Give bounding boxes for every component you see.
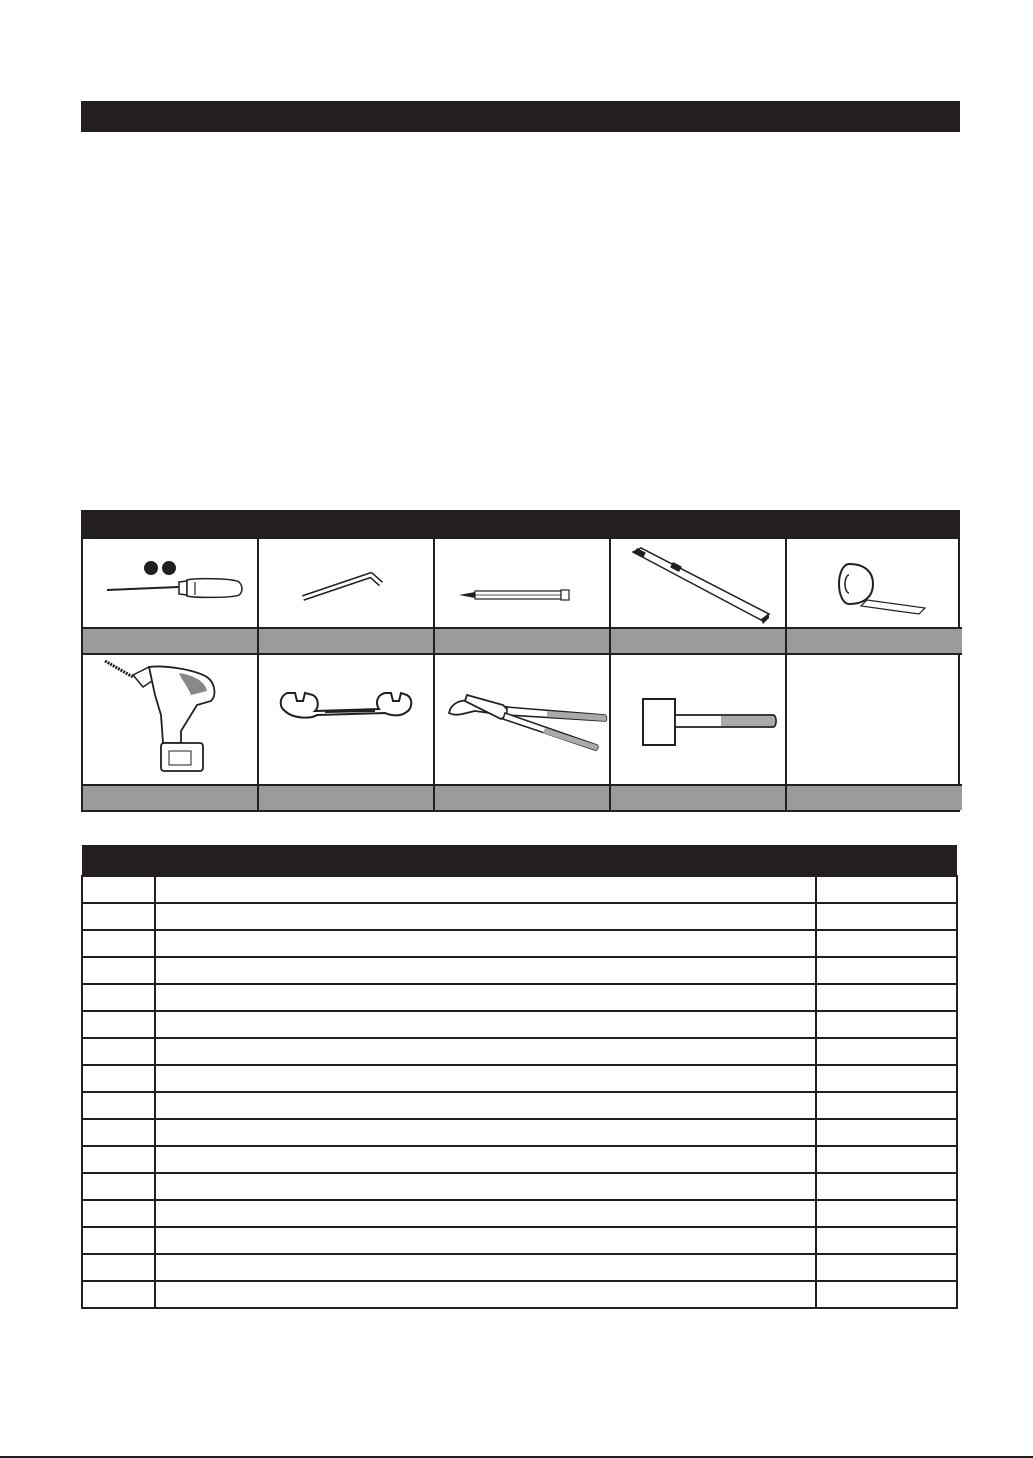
cell-no (82, 1092, 155, 1119)
hex-key-icon (259, 538, 433, 628)
cell-no (82, 1281, 155, 1308)
cell-description (155, 1092, 816, 1119)
cell-description (155, 957, 816, 984)
table-row (82, 1227, 957, 1254)
table-row (82, 1254, 957, 1281)
pliers-icon (435, 655, 609, 785)
drill-icon (83, 655, 257, 785)
tool-cell-screwdriver (83, 538, 259, 628)
cell-no (82, 1119, 155, 1146)
screwdriver-icon (83, 538, 257, 628)
tool-label (259, 784, 435, 810)
table-row (82, 1281, 957, 1308)
cell-no (82, 984, 155, 1011)
mallet-icon (611, 655, 785, 785)
cell-quantity (816, 1281, 957, 1308)
table-row (82, 876, 957, 903)
wrench-icon (259, 655, 433, 785)
cell-description (155, 1146, 816, 1173)
table-row (82, 1173, 957, 1200)
tool-cell-spirit-level (611, 538, 787, 628)
table-row (82, 930, 957, 957)
tool-cell-pencil (435, 538, 611, 628)
ptfe-tape-icon (787, 538, 961, 628)
tool-label (435, 627, 611, 655)
cell-no (82, 1011, 155, 1038)
tool-label (83, 627, 259, 655)
tool-cell-wrench (259, 655, 435, 785)
cell-description (155, 1227, 816, 1254)
cell-quantity (816, 1092, 957, 1119)
tool-cell-pliers (435, 655, 611, 785)
cell-no (82, 1146, 155, 1173)
cell-quantity (816, 1146, 957, 1173)
tool-cell-empty (787, 655, 962, 785)
table-row (82, 1038, 957, 1065)
table-row (82, 1146, 957, 1173)
table-row (82, 903, 957, 930)
section-title-bar (81, 101, 960, 132)
cell-description (155, 876, 816, 903)
table-row (82, 957, 957, 984)
cell-no (82, 1227, 155, 1254)
cell-no (82, 1200, 155, 1227)
table-row (82, 1011, 957, 1038)
cell-no (82, 903, 155, 930)
tool-cell-hex-key (259, 538, 435, 628)
header-description (155, 845, 816, 876)
cell-quantity (816, 1200, 957, 1227)
pencil-icon (435, 538, 609, 628)
tool-label (259, 627, 435, 655)
cell-no (82, 1254, 155, 1281)
cell-quantity (816, 876, 957, 903)
cell-quantity (816, 957, 957, 984)
cell-quantity (816, 930, 957, 957)
cell-no (82, 957, 155, 984)
cell-quantity (816, 984, 957, 1011)
cell-quantity (816, 1227, 957, 1254)
cell-description (155, 903, 816, 930)
cell-description (155, 930, 816, 957)
cell-no (82, 876, 155, 903)
cell-description (155, 1065, 816, 1092)
cell-quantity (816, 1038, 957, 1065)
tools-heading-bar (81, 510, 960, 539)
cell-quantity (816, 903, 957, 930)
tool-label (83, 784, 259, 810)
cell-quantity (816, 1173, 957, 1200)
cell-no (82, 1065, 155, 1092)
table-row (82, 984, 957, 1011)
table-row (82, 1200, 957, 1227)
cell-description (155, 1200, 816, 1227)
tool-label (787, 784, 962, 810)
table-header-row (82, 845, 957, 876)
cell-description (155, 1254, 816, 1281)
cell-description (155, 1281, 816, 1308)
table-row (82, 1092, 957, 1119)
cell-no (82, 930, 155, 957)
tool-label (611, 627, 787, 655)
cell-quantity (816, 1119, 957, 1146)
cell-quantity (816, 1254, 957, 1281)
tool-cell-drill (83, 655, 259, 785)
tool-cell-ptfe-tape (787, 538, 962, 628)
header-quantity (816, 845, 957, 876)
tool-label (611, 784, 787, 810)
cell-no (82, 1038, 155, 1065)
table-row (82, 1065, 957, 1092)
cell-description (155, 984, 816, 1011)
tools-grid (81, 538, 960, 812)
tool-cell-mallet (611, 655, 787, 785)
cell-description (155, 1038, 816, 1065)
tool-label (787, 627, 962, 655)
cell-description (155, 1119, 816, 1146)
table-row (82, 1119, 957, 1146)
cell-no (82, 1173, 155, 1200)
cell-quantity (816, 1065, 957, 1092)
cell-description (155, 1011, 816, 1038)
tool-label (435, 784, 611, 810)
cell-description (155, 1173, 816, 1200)
parts-table-body (82, 876, 957, 1308)
spirit-level-icon (611, 538, 785, 628)
header-no (82, 845, 155, 876)
parts-table (81, 845, 958, 1309)
cell-quantity (816, 1011, 957, 1038)
